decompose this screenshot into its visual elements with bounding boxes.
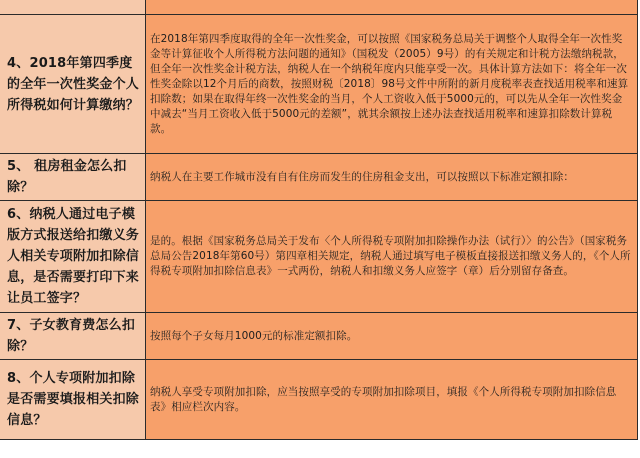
question-cell[interactable]	[0, 154, 146, 201]
question-cell[interactable]	[0, 313, 146, 360]
table-row	[0, 360, 638, 440]
answer-cell[interactable]	[146, 0, 638, 15]
answer-cell[interactable]	[146, 313, 638, 360]
answer-text: 是的。根据《国家税务总局关于发布〈个人所得税专项附加扣除操作办法（试行）〉的公告》（国家税务总局公告2018年第60号）第四章相关规定，纳税人通过填写电子模板直接报送扣缴义务人的，《个人所得税专项附加扣除信息表》一式两份，纳税人和扣缴义务人应签字（章）后分别留存备查。	[150, 235, 631, 277]
answer-text: 纳税人在主要工作城市没有自有住房而发生的住房租金支出，可以按照以下标准定额扣除：	[150, 170, 574, 183]
answer-text: 在2018年第四季度取得的全年一次性奖金，可以按照《国家税务总局关于调整个人取得全年一次性奖金等计算征收个人所得税方法问题的通知》（国税发（2005）9号）的有关规定和计税方法缴纳税款，但全年一次性奖金计税方法，纳税人在一个纳税年度内只能享受一次。具体计算方法如下：将全年一次性奖金除以12个月后的商数，按照财税〔2018〕98号文件中所附的新月度税率表查找适用税率和速算扣除数；如果在取得年终一次性奖金的当月，个人工资收入低于5000元的，可以先从全年一次性奖金中减去“当月工资收入低于5000元的差额”，就其余额按上述办法查找适用税率和速算扣除数计算税款。	[150, 32, 629, 135]
question-cell[interactable]	[0, 15, 146, 154]
table-row	[0, 0, 638, 15]
question-text: 8、个人专项附加扣除是否需要填报相关扣除信息？	[7, 371, 140, 428]
question-cell[interactable]	[0, 360, 146, 440]
answer-cell[interactable]	[146, 201, 638, 313]
question-text: 6、纳税人通过电子模版方式报送给扣缴义务人相关专项附加扣除信息，是否需要打印下来让员工签字？	[7, 207, 140, 306]
table-row	[0, 154, 638, 201]
table-row	[0, 201, 638, 313]
answer-text: 纳税人享受专项附加扣除，应当按照享受的专项附加扣除项目，填报《个人所得税专项附加扣除信息表》相应栏次内容。	[150, 385, 617, 413]
question-text: 5、 租房租金怎么扣除？	[7, 159, 127, 195]
question-text: 4、2018年第四季度的全年一次性奖金个人所得税如何计算缴纳？	[7, 55, 140, 113]
answer-text: 按照每个子女每月1000元的标准定额扣除。	[150, 329, 358, 342]
table-row	[0, 15, 638, 154]
answer-cell[interactable]	[146, 154, 638, 201]
answer-cell[interactable]	[146, 360, 638, 440]
question-text: 7、子女教育费怎么扣除？	[7, 318, 136, 354]
question-cell[interactable]	[0, 201, 146, 313]
answer-cell[interactable]	[146, 15, 638, 154]
question-cell[interactable]	[0, 0, 146, 15]
table-row	[0, 313, 638, 360]
